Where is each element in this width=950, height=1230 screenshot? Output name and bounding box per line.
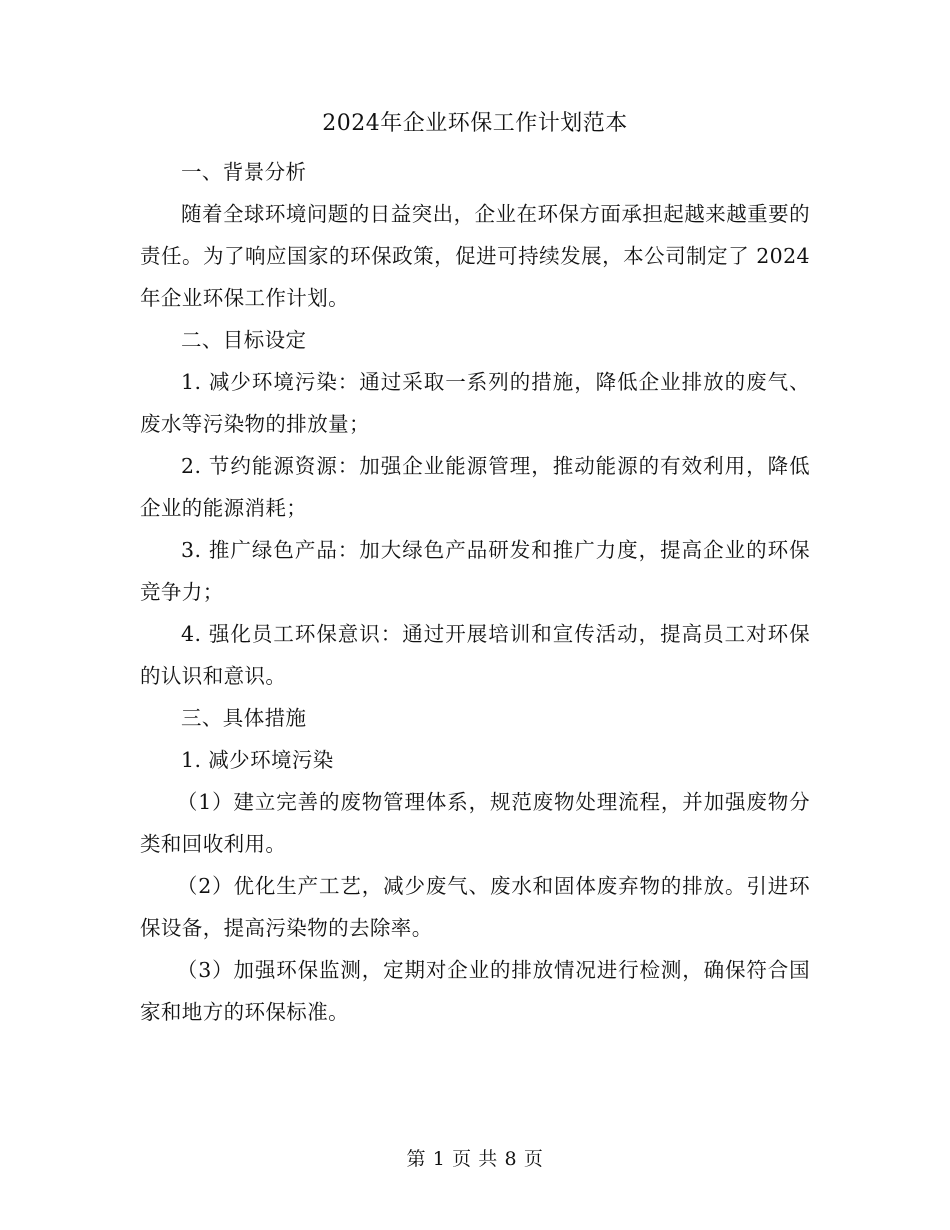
goal-item-4: 4. 强化员工环保意识：通过开展培训和宣传活动，提高员工对环保的认识和意识。 (140, 622, 810, 688)
measure-item-3: （3）加强环保监测，定期对企业的排放情况进行检测，确保符合国家和地方的环保标准。 (140, 958, 810, 1024)
goal-item-2: 2. 节约能源资源：加强企业能源管理，推动能源的有效利用，降低企业的能源消耗； (140, 454, 810, 520)
document-body (140, 151, 810, 1033)
goal-item-3: 3. 推广绿色产品：加大绿色产品研发和推广力度，提高企业的环保竞争力； (140, 538, 810, 604)
measure-item-1: （1）建立完善的废物管理体系，规范废物处理流程，并加强废物分类和回收利用。 (140, 790, 810, 856)
document-title: 2024年企业环保工作计划范本 (322, 111, 628, 136)
measure-item-2: （2）优化生产工艺，减少废气、废水和固体废弃物的排放。引进环保设备，提高污染物的去除率。 (140, 874, 810, 940)
paragraph-background: 随着全球环境问题的日益突出，企业在环保方面承担起越来越重要的责任。为了响应国家的环保政策，促进可持续发展，本公司制定了 2024 年企业环保工作计划。 (140, 202, 810, 310)
section-heading-background: 一、背景分析 (181, 160, 307, 184)
section-heading-goals: 二、目标设定 (181, 328, 307, 352)
goal-item-1: 1. 减少环境污染：通过采取一系列的措施，降低企业排放的废气、废水等污染物的排放量； (140, 370, 810, 436)
measure-heading-1: 1. 减少环境污染 (181, 748, 334, 772)
page-number-footer: 第 1 页 共 8 页 (406, 1148, 544, 1170)
section-heading-measures: 三、具体措施 (181, 706, 307, 730)
